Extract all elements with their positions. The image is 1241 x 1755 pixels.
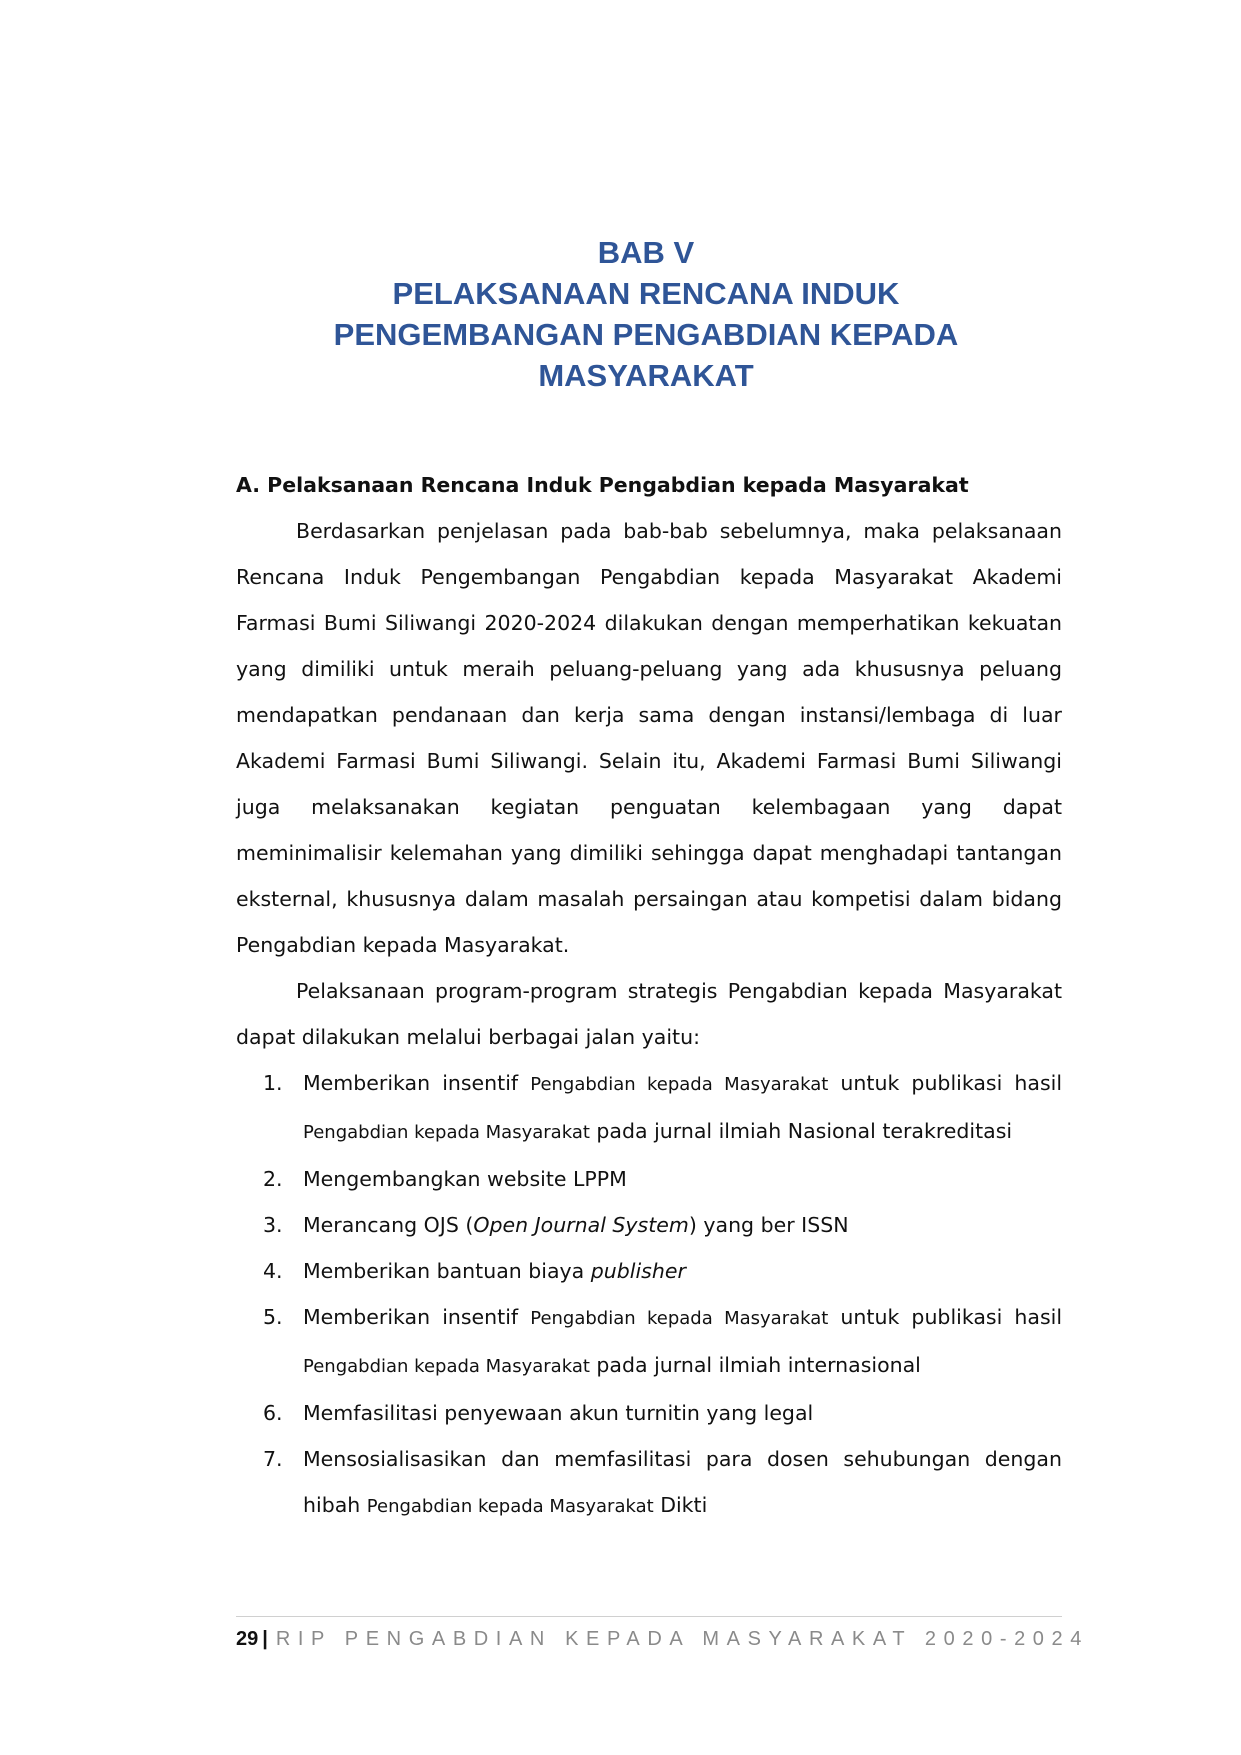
chapter-title-line-2: PENGEMBANGAN PENGABDIAN KEPADA [333, 317, 959, 352]
list-item: 2. Mengembangkan website LPPM [236, 1156, 1062, 1202]
paragraph-2: Pelaksanaan program-program strategis Pengabdian kepada Masyarakat dapat dilakukan melalui berbagai jalan yaitu: [236, 979, 1062, 1049]
list-item: 7. Mensosialisasikan dan memfasilitasi para dosen sehubungan dengan hibah Pengabdian kepada Masyarakat Dikti [236, 1436, 1062, 1530]
footer-separator: | [262, 1628, 268, 1650]
list-item: 3. Merancang OJS (Open Journal System) yang ber ISSN [236, 1202, 1062, 1248]
chapter-number: BAB V [597, 235, 695, 270]
list-item: 1. Memberikan insentif Pengabdian kepada Masyarakat untuk publikasi hasil Pengabdian kepada Masyarakat pada jurnal ilmiah Nasional terakreditasi [236, 1060, 1062, 1156]
list-item: 6. Memfasilitasi penyewaan akun turnitin yang legal [236, 1390, 1062, 1436]
section-content [236, 462, 1062, 1530]
list-item: 5. Memberikan insentif Pengabdian kepada Masyarakat untuk publikasi hasil Pengabdian kepada Masyarakat pada jurnal ilmiah internasional [236, 1294, 1062, 1390]
list-item: 4. Memberikan bantuan biaya publisher [236, 1248, 1062, 1294]
list-number: 7. [263, 1447, 283, 1471]
footer-divider [236, 1616, 1062, 1617]
strategy-list [236, 1060, 1062, 1530]
paragraph-1: Berdasarkan penjelasan pada bab-bab sebelumnya, maka pelaksanaan Rencana Induk Pengembangan Pengabdian kepada Masyarakat Akademi Farmasi Bumi Siliwangi 2020-2024 dilakukan dengan memperhatikan kekuatan yang dimiliki untuk meraih peluang-peluang yang ada khususnya peluang mendapatkan pendanaan dan kerja sama dengan instansi/lembaga di luar Akademi Farmasi Bumi Siliwangi. Selain itu, Akademi Farmasi Bumi Siliwangi juga melaksanakan kegiatan penguatan kelembagaan yang dapat meminimalisir kelemahan yang dimiliki sehingga dapat menghadapi tantangan eksternal, khususnya dalam masalah persaingan atau kompetisi dalam bidang Pengabdian kepada Masyarakat. [236, 519, 1062, 957]
chapter-title-line-3: MASYARAKAT [538, 358, 754, 393]
list-number: 1. [263, 1071, 283, 1095]
footer-title: RIP PENGABDIAN KEPADA MASYARAKAT 2020-2024 [275, 1628, 1089, 1650]
list-number: 5. [263, 1305, 283, 1329]
list-number: 3. [263, 1213, 283, 1237]
list-number: 6. [263, 1401, 283, 1425]
page-number: 29 [236, 1628, 259, 1650]
section-heading: A. Pelaksanaan Rencana Induk Pengabdian kepada Masyarakat [236, 473, 969, 497]
list-number: 2. [263, 1167, 283, 1191]
list-number: 4. [263, 1259, 283, 1283]
page-footer [236, 1624, 1089, 1654]
chapter-title-line-1: PELAKSANAAN RENCANA INDUK [392, 276, 900, 311]
chapter-title [236, 232, 1056, 396]
